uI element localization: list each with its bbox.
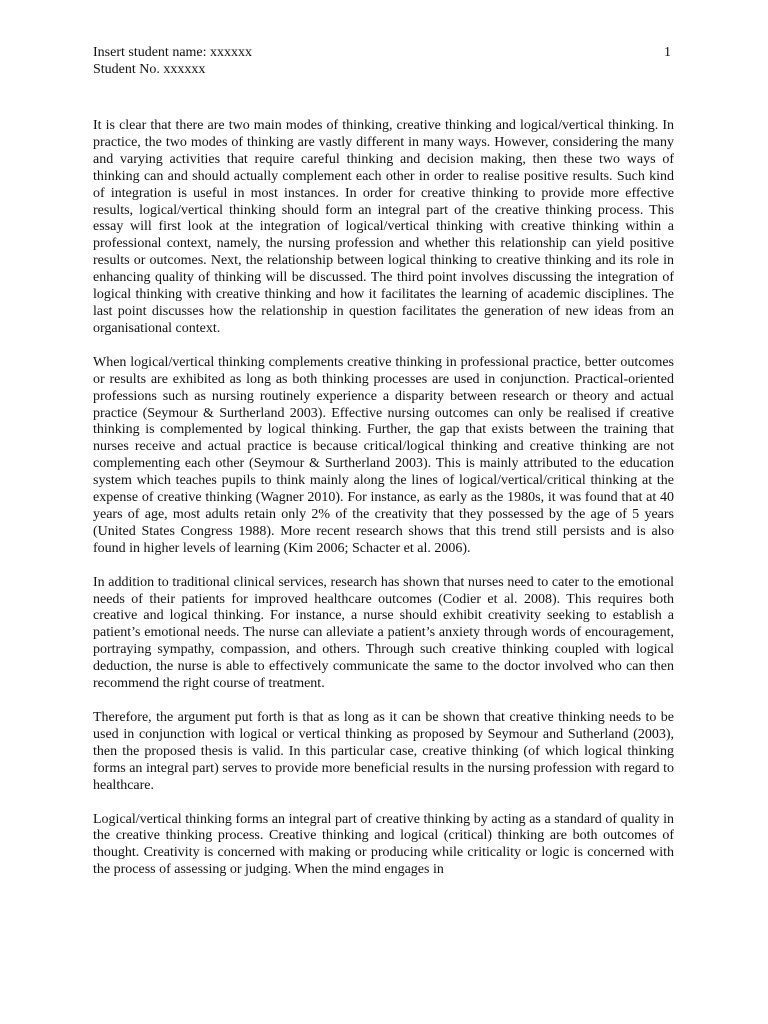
page-number: 1 xyxy=(664,45,671,60)
student-name: Insert student name: xxxxxx xyxy=(93,45,253,60)
essay-body xyxy=(93,118,674,896)
paragraph: Logical/vertical thinking forms an integral part of creative thinking by acting as a standard of quality in the creative thinking process. Creative thinking and logical (critical) thinking are both outcomes of thought. Creativity is concerned with making or producing while criticality or logic is concerned with the process of assessing or judging. When the mind engages in xyxy=(93,811,674,878)
page-header xyxy=(93,44,671,78)
paragraph: It is clear that there are two main modes of thinking, creative thinking and logical/vertical thinking. In practice, the two modes of thinking are vastly different in many ways. However, considering the many and varying activities that require careful thinking and decision making, then these two ways of thinking can and should actually complement each other in order to realise positive results. Such kind of integration is useful in most instances. In order for creative thinking to provide more effective results, logical/vertical thinking should form an integral part of the creative thinking process. This essay will first look at the integration of logical/vertical thinking with creative thinking within a professional context, namely, the nursing profession and whether this relationship can yield positive results or outcomes. Next, the relationship between logical thinking to creative thinking and its role in enhancing quality of thinking will be discussed. The third point involves discussing the integration of logical thinking with creative thinking and how it facilitates the learning of academic disciplines. The last point discusses how the relationship in question facilitates the generation of new ideas from an organisational context. xyxy=(93,118,674,336)
paragraph: Therefore, the argument put forth is that as long as it can be shown that creative thinking needs to be used in conjunction with logical or vertical thinking as proposed by Seymour and Sutherland (2003), then the proposed thesis is valid. In this particular case, creative thinking (of which logical thinking forms an integral part) serves to provide more beneficial results in the nursing profession with regard to healthcare. xyxy=(93,710,674,793)
student-number: Student No. xxxxxx xyxy=(93,62,206,77)
paragraph: In addition to traditional clinical services, research has shown that nurses need to cater to the emotional needs of their patients for improved healthcare outcomes (Codier et al. 2008). This requires both creative and logical thinking. For instance, a nurse should exhibit creativity seeking to establish a patient’s emotional needs. The nurse can alleviate a patient’s anxiety through words of encouragement, portraying sympathy, compassion, and others. Through such creative thinking coupled with logical deduction, the nurse is able to effectively communicate the same to the doctor involved who can then recommend the right course of treatment. xyxy=(93,574,674,692)
paragraph: When logical/vertical thinking complements creative thinking in professional practice, better outcomes or results are exhibited as long as both thinking processes are used in conjunction. Practical-oriented professions such as nursing routinely experience a disparity between research or theory and actual practice (Seymour & Surtherland 2003). Effective nursing outcomes can only be realised if creative thinking is complemented by logical thinking. Further, the gap that exists between the training that nurses receive and actual practice is because critical/logical thinking and creative thinking are not complementing each other (Seymour & Surtherland 2003). This is mainly attributed to the education system which teaches pupils to think mainly along the lines of logical/vertical/critical thinking at the expense of creative thinking (Wagner 2010). For instance, as early as the 1980s, it was found that at 40 years of age, most adults retain only 2% of the creativity that they possessed by the age of 5 years (United States Congress 1988). More recent research shows that this trend still persists and is also found in higher levels of learning (Kim 2006; Schacter et al. 2006). xyxy=(93,354,674,556)
